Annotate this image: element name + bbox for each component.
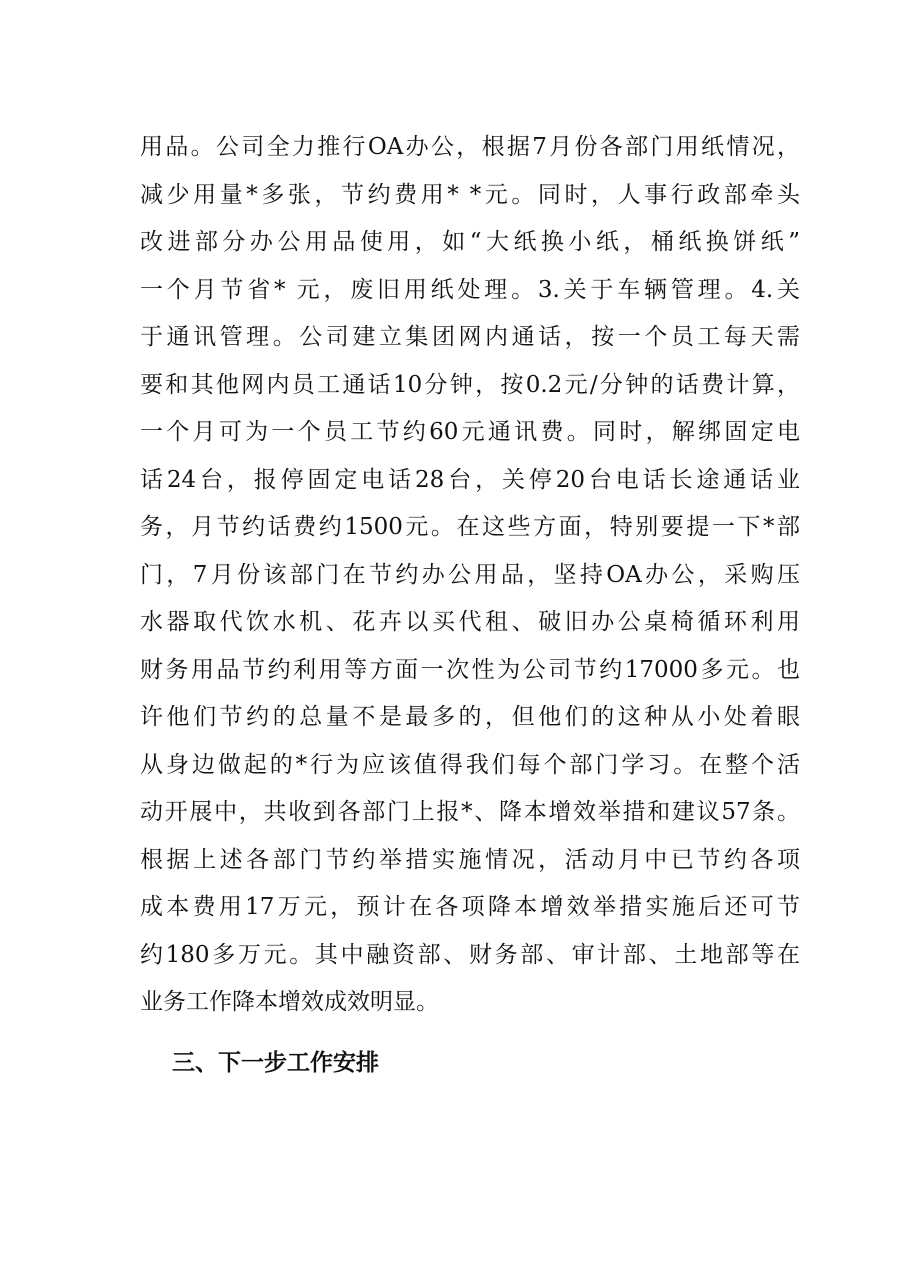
paragraph-line-7: 一个月可为一个员工节约60元通讯费。同时，解绑固定电 [140,419,800,445]
paragraph-line-14: 从身边做起的*行为应该值得我们每个部门学习。在整个活 [140,751,800,778]
paragraph-line-2: 减少用量*多张，节约费用* *元。同时，人事行政部牵头 [140,181,800,208]
paragraph-line-6: 要和其他网内员工通话10分钟，按0.2元/分钟的话费计算， [140,371,800,398]
paragraph-line-11: 水器取代饮水机、花卉以买代租、破旧办公桌椅循环利用 [140,609,800,635]
paragraph-line-4: 一个月节省* 元，废旧用纸处理。3.关于车辆管理。4.关 [140,276,800,303]
paragraph-line-13: 许他们节约的总量不是最多的，但他们的这种从小处着眼 [140,704,800,730]
paragraph-line-9: 务，月节约话费约1500元。在这些方面，特别要提一下*部 [140,514,800,540]
paragraph-line-17: 成本费用17万元，预计在各项降本增效举措实施后还可节 [140,894,800,920]
paragraph-line-10: 门，7月份该部门在节约办公用品，坚持OA办公，采购压 [140,561,800,588]
paragraph-line-8: 话24台，报停固定电话28台，关停20台电话长途通话业 [140,466,800,493]
paragraph-line-19: 业务工作降本增效成效明显。 [140,989,439,1015]
section-heading: 三、下一步工作安排 [172,1050,379,1076]
paragraph-line-15: 动开展中，共收到各部门上报*、降本增效举措和建议57条。 [140,799,800,825]
paragraph-line-16: 根据上述各部门节约举措实施情况，活动月中已节约各项 [140,846,800,873]
paragraph-line-18: 约180多万元。其中融资部、财务部、审计部、土地部等在 [140,941,800,968]
body-paragraph [140,124,800,1027]
paragraph-line-3: 改进部分办公用品使用，如“大纸换小纸，桶纸换饼纸” [140,229,800,255]
paragraph-line-12: 财务用品节约利用等方面一次性为公司节约17000多元。也 [140,656,800,683]
paragraph-line-5: 于通讯管理。公司建立集团网内通话，按一个员工每天需 [140,324,800,350]
paragraph-line-1: 用品。公司全力推行OA办公，根据7月份各部门用纸情况， [140,134,800,160]
